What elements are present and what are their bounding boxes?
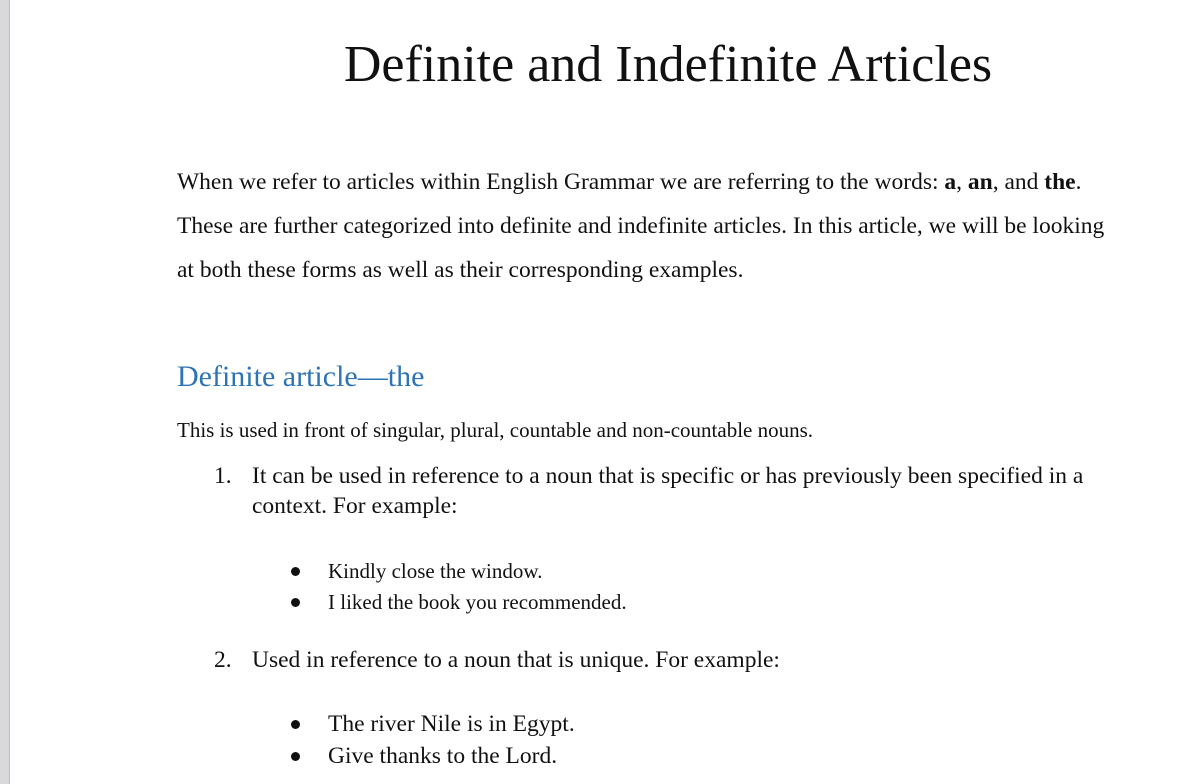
document-title: Definite and Indefinite Articles [343, 36, 993, 93]
intro-line-2: These are further categorized into definite and indefinite articles. In this article, we will be looking [177, 213, 1105, 239]
item-number: 1. [214, 463, 232, 489]
item-text-line-2: context. For example: [252, 493, 458, 519]
page-edge [9, 0, 10, 784]
item-text: Used in reference to a noun that is unique. For example: [252, 647, 780, 673]
item-text [252, 461, 1083, 521]
bullet-icon [291, 752, 300, 761]
item-number: 2. [214, 647, 232, 673]
example-text: The river Nile is in Egypt. [328, 711, 575, 737]
intro-separator-2: , and [992, 169, 1045, 195]
article-word-an: an [967, 169, 993, 195]
example-text: Kindly close the window. [328, 559, 543, 583]
section-heading: Definite article—the [177, 360, 425, 393]
intro-paragraph [177, 160, 1177, 292]
article-word-a: a [944, 169, 957, 195]
usage-text: This is used in front of singular, plural, countable and non-countable nouns. [177, 418, 814, 442]
example-text: Give thanks to the Lord. [328, 743, 558, 769]
intro-separator-1: , [956, 169, 968, 195]
intro-line-1-end: . [1075, 169, 1082, 195]
viewer-gutter [0, 0, 9, 784]
intro-line-1-text: When we refer to articles within English Grammar we are referring to the words: [177, 169, 945, 195]
bullet-icon [291, 720, 300, 729]
item-text-line-1: It can be used in reference to a noun that is specific or has previously been specified in a [252, 463, 1084, 489]
intro-line-3: at both these forms as well as their corresponding examples. [177, 257, 744, 283]
example-text: I liked the book you recommended. [328, 590, 627, 614]
intro-line-1 [177, 160, 1177, 204]
bullet-icon [291, 567, 300, 576]
bullet-icon [291, 598, 300, 607]
article-word-the: the [1044, 169, 1076, 195]
